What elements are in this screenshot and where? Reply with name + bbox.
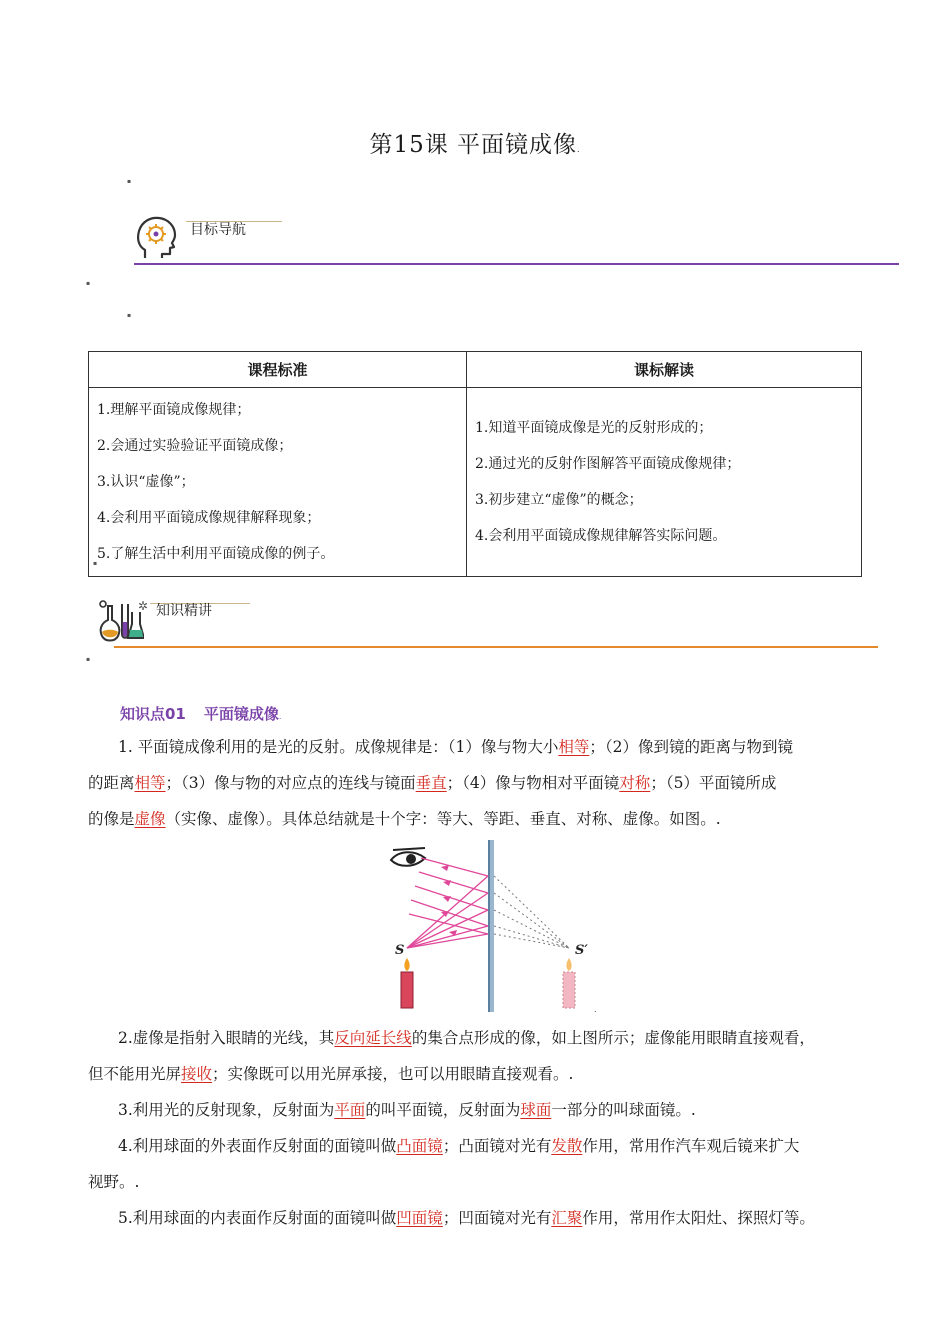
title-suffix: . <box>577 145 581 154</box>
answer-blank: 虚像 <box>134 810 166 828</box>
text-run: ；（2）像到镜的距离与物到镜 <box>589 738 793 756</box>
paragraph-line <box>88 1128 868 1164</box>
text-run: 但不能用光屏 <box>88 1065 182 1083</box>
text-run: ；（5）平面镜所成 <box>650 774 777 792</box>
text-run: 5.利用球面的内表面作反射面的面镜叫做 <box>118 1209 397 1227</box>
list-item: 3.认识“虚像”； <box>97 474 195 490</box>
answer-blank: 凸面镜 <box>396 1137 443 1155</box>
paragraph-line <box>88 1056 868 1092</box>
text-run: ；（4）像与物相对平面镜 <box>446 774 620 792</box>
paragraph-2 <box>88 1020 868 1092</box>
knowledge-point-title <box>120 703 281 724</box>
answer-blank: 垂直 <box>415 774 447 792</box>
paragraph-4 <box>88 1128 868 1200</box>
text-run: 3.利用光的反射现象，反射面为 <box>118 1101 335 1119</box>
paragraph-line <box>88 729 868 765</box>
section-title-knowledge: 知识精讲 <box>156 603 212 619</box>
object-label: S <box>395 943 405 958</box>
answer-blank: 相等 <box>558 738 590 756</box>
section-divider <box>114 646 878 648</box>
table-header-row <box>89 352 862 388</box>
paragraph-mark: ▪ <box>127 312 132 319</box>
text-run: 一部分的叫球面镜。. <box>551 1101 696 1119</box>
text-run: 4.利用球面的外表面作反射面的面镜叫做 <box>118 1137 397 1155</box>
image-label: S′ <box>575 943 588 958</box>
paragraph-mark: ▪ <box>86 280 91 287</box>
sparkle-icon: ✲ <box>138 599 149 613</box>
text-run: ；（3）像与物的对应点的连线与镜面 <box>165 774 416 792</box>
text-run: 1. 平面镜成像利用的是光的反射。成像规律是：（1）像与物大小 <box>118 738 559 756</box>
paragraph-line <box>88 1020 868 1056</box>
knowledge-point-label: 知识点01 <box>120 705 186 723</box>
paragraph-3 <box>88 1092 868 1128</box>
knowledge-point-name: 平面镜成像 <box>203 705 279 723</box>
section-title-target: 目标导航 <box>190 222 246 238</box>
curriculum-table <box>88 351 862 577</box>
title-text: 第15课 平面镜成像 <box>369 132 578 158</box>
page-title <box>0 126 950 159</box>
section-divider <box>134 263 899 265</box>
answer-blank: 接收 <box>181 1065 213 1083</box>
candle-object <box>401 958 413 1008</box>
answer-blank: 汇聚 <box>551 1209 583 1227</box>
text-run: ；凹面镜对光有 <box>442 1209 552 1227</box>
mirror-figure <box>385 838 615 1014</box>
text-run: 的叫平面镜，反射面为 <box>365 1101 521 1119</box>
paragraph-1 <box>88 729 868 837</box>
text-run: 的集合点形成的像，如上图所示；虚像能用眼睛直接观看， <box>411 1029 815 1047</box>
text-run: 的像是 <box>88 810 135 828</box>
paragraph-line <box>88 801 868 837</box>
paragraph-line <box>88 765 868 801</box>
mirror-edge <box>488 840 490 1012</box>
list-item: 2.通过光的反射作图解答平面镜成像规律； <box>475 456 741 472</box>
answer-blank: 反向延长线 <box>334 1029 412 1047</box>
paragraph-5 <box>88 1200 868 1236</box>
knowledge-point-suffix: . <box>278 712 282 721</box>
table-cell-standards <box>89 388 467 577</box>
light-rays <box>407 858 488 948</box>
virtual-ray-extensions <box>494 876 569 948</box>
text-run: （实像、虚像）。具体总结就是十个字：等大、等距、垂直、对称、虚像。如图。. <box>165 810 721 828</box>
answer-blank: 平面 <box>334 1101 366 1119</box>
text-run: 2.虚像是指射入眼睛的光线，其 <box>118 1029 335 1047</box>
table-cell-interpretation <box>467 388 862 577</box>
table-header: 课标解读 <box>467 352 862 388</box>
paragraph-line <box>88 1092 868 1128</box>
text-run: ；凸面镜对光有 <box>442 1137 552 1155</box>
answer-blank: 凹面镜 <box>396 1209 443 1227</box>
list-item: 3.初步建立“虚像”的概念； <box>475 492 643 508</box>
answer-blank: 对称 <box>619 774 651 792</box>
candle-image <box>563 958 575 1008</box>
table-row <box>89 388 862 577</box>
paragraph-line <box>88 1200 868 1236</box>
list-item: 4.会利用平面镜成像规律解答实际问题。 <box>475 528 727 544</box>
answer-blank: 球面 <box>520 1101 552 1119</box>
list-item: 5.了解生活中利用平面镜成像的例子。 <box>97 546 335 562</box>
eye-icon <box>391 848 425 866</box>
text-run: 的距离 <box>88 774 135 792</box>
list-item: 2.会通过实验验证平面镜成像； <box>97 438 293 454</box>
text-run: 作用，常用作太阳灶、探照灯等。 <box>582 1209 815 1227</box>
paragraph-mark: ▪ <box>93 560 98 567</box>
list-item: 1.知道平面镜成像是光的反射形成的； <box>475 420 713 436</box>
paragraph-mark: ▪ <box>127 178 132 185</box>
answer-blank: 发散 <box>551 1137 583 1155</box>
answer-blank: 相等 <box>134 774 166 792</box>
table-header: 课程标准 <box>89 352 467 388</box>
list-item: 1.理解平面镜成像规律； <box>97 402 251 418</box>
paragraph-mark: ▪ <box>86 656 91 663</box>
text-run: 作用，常用作汽车观后镜来扩大 <box>582 1137 800 1155</box>
text-run: ；实像既可以用光屏承接，也可以用眼睛直接观看。. <box>212 1065 574 1083</box>
list-item: 4.会利用平面镜成像规律解释现象； <box>97 510 321 526</box>
paragraph-line: 视野。. <box>88 1173 140 1191</box>
head-gear-icon <box>135 214 179 262</box>
paragraph-mark: . <box>594 1005 597 1014</box>
